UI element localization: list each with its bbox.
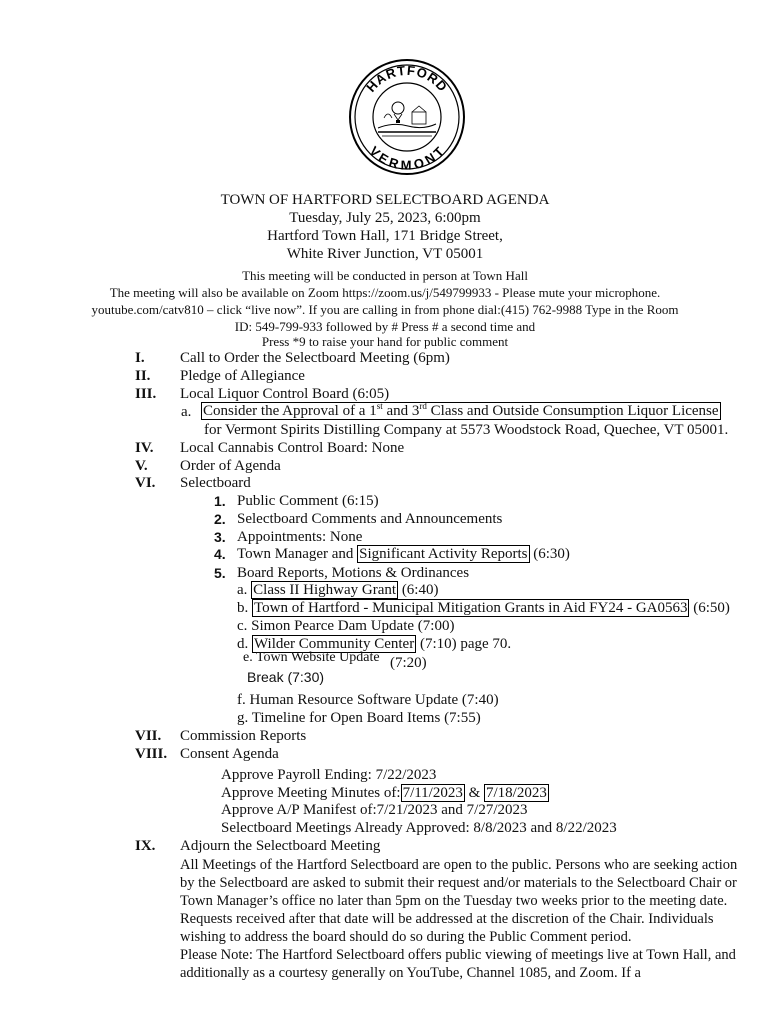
meeting-date: Tuesday, July 25, 2023, 6:00pm xyxy=(289,210,481,226)
liquor-license-detail: for Vermont Spirits Distilling Company at 5573 Woodstock Road, Quechee, VT 05001. xyxy=(204,422,729,438)
agenda-item-consent: Consent Agenda xyxy=(180,746,279,762)
website-update-time: (7:20) xyxy=(390,655,427,671)
community-center-link[interactable]: Wilder Community Center xyxy=(254,636,415,652)
notice-line: The meeting will also be available on Zoom https://zoom.us/j/549799933 - Please mute your microphone. xyxy=(109,285,661,300)
item-number: I. xyxy=(135,350,145,366)
notice-line: ID: 549-799-933 followed by # Press # a second time and xyxy=(234,319,536,334)
selectboard-item-comments: Selectboard Comments and Announcements xyxy=(237,511,503,527)
item-number: VII. xyxy=(135,728,162,744)
report-item-website-update: e. Town Website Update xyxy=(243,650,380,665)
break-notice: Break (7:30) xyxy=(247,669,325,685)
item-number: II. xyxy=(135,368,151,384)
report-item-community-center: d. Wilder Community Center (7:10) page 70. xyxy=(237,636,512,652)
selectboard-item-board-reports: Board Reports, Motions & Ordinances xyxy=(237,565,470,581)
public-meetings-paragraph: All Meetings of the Hartford Selectboard are open to the public. Persons who are seeking action by the Selectboard are asked to submit their request and/or materials to the Selectboard Chair or Town Manager’s office no later than 5pm on the Tuesday two weeks prior to the meeting date. Requests received after that date will be addressed at the discretion of the Chair. Individuals wishing to address the board should do so during the Public Comment period. xyxy=(180,857,738,945)
item-number: 1. xyxy=(214,493,226,509)
agenda-item-order: Order of Agenda xyxy=(180,458,281,474)
activity-reports-link[interactable]: Significant Activity Reports xyxy=(359,546,528,562)
svg-text:HARTFORD: HARTFORD xyxy=(363,62,451,95)
subitem-letter: a. xyxy=(181,404,192,420)
report-item-timeline: g. Timeline for Open Board Items (7:55) xyxy=(237,710,481,726)
item-number: IX. xyxy=(135,838,156,854)
item-number: III. xyxy=(135,386,157,402)
item-number: 3. xyxy=(214,529,226,545)
notice-line: youtube.com/catv810 – click “live now”. If you are calling in from phone dial:(415) 762-9988 Type in the Room xyxy=(91,302,679,317)
notice-line: This meeting will be conducted in person at Town Hall xyxy=(242,268,528,283)
agenda-item-adjourn: Adjourn the Selectboard Meeting xyxy=(180,838,381,854)
mitigation-grants-link[interactable]: Town of Hartford - Municipal Mitigation Grants in Aid FY24 - GA0563 xyxy=(254,600,688,616)
item-number: VI. xyxy=(135,475,156,491)
item-number: 4. xyxy=(214,546,226,562)
agenda-item-pledge: Pledge of Allegiance xyxy=(180,368,305,384)
report-item-dam-update: c. Simon Pearce Dam Update (7:00) xyxy=(237,618,455,634)
agenda-item-liquor-board: Local Liquor Control Board (6:05) xyxy=(180,386,390,402)
svg-text:VERMONT: VERMONT xyxy=(366,143,448,173)
item-number: 2. xyxy=(214,511,226,527)
notice-line: Press *9 to raise your hand for public comment xyxy=(261,334,509,349)
item-number: 5. xyxy=(214,565,226,581)
consent-approved-meetings: Selectboard Meetings Already Approved: 8/8/2023 and 8/22/2023 xyxy=(221,820,617,836)
agenda-item-cannabis-board: Local Cannabis Control Board: None xyxy=(180,440,405,456)
agenda-item-call-to-order: Call to Order the Selectboard Meeting (6pm) xyxy=(180,350,450,366)
meeting-location: Hartford Town Hall, 171 Bridge Street, xyxy=(267,228,503,244)
public-notice xyxy=(180,856,740,982)
highway-grant-link[interactable]: Class II Highway Grant xyxy=(253,582,397,598)
viewing-note-paragraph: Please Note: The Hartford Selectboard offers public viewing of meetings live at Town Hall, and additionally as a courtesy generally on YouTube, Channel 1085, and Zoom. If a xyxy=(180,947,736,981)
item-number: IV. xyxy=(135,440,154,456)
liquor-license-link[interactable]: Consider the Approval of a 1st and 3rd Class and Outside Consumption Liquor License xyxy=(203,401,719,419)
minutes-link-0718[interactable]: 7/18/2023 xyxy=(486,785,547,801)
report-item-highway-grant: a. Class II Highway Grant (6:40) xyxy=(237,582,439,598)
consent-payroll: Approve Payroll Ending: 7/22/2023 xyxy=(221,767,437,783)
selectboard-item-public-comment: Public Comment (6:15) xyxy=(237,493,379,509)
hartford-town-seal xyxy=(348,58,466,176)
report-item-hr-software: f. Human Resource Software Update (7:40) xyxy=(237,692,499,708)
agenda-item-selectboard: Selectboard xyxy=(180,475,251,491)
item-number: VIII. xyxy=(135,746,168,762)
item-number: V. xyxy=(135,458,148,474)
minutes-link-0711[interactable]: 7/11/2023 xyxy=(402,785,463,801)
consent-ap-manifest: Approve A/P Manifest of:7/21/2023 and 7/27/2023 xyxy=(221,802,528,818)
agenda-title: TOWN OF HARTFORD SELECTBOARD AGENDA xyxy=(220,192,550,208)
selectboard-item-town-manager: Town Manager and Significant Activity Reports (6:30) xyxy=(237,546,570,562)
meeting-city: White River Junction, VT 05001 xyxy=(286,246,484,262)
agenda-item-commission-reports: Commission Reports xyxy=(180,728,307,744)
selectboard-item-appointments: Appointments: None xyxy=(237,529,363,545)
consent-minutes: Approve Meeting Minutes of: 7/11/2023 & 7/18/2023 xyxy=(221,785,547,801)
report-item-mitigation-grants: b. Town of Hartford - Municipal Mitigation Grants in Aid FY24 - GA0563 (6:50) xyxy=(237,600,730,616)
